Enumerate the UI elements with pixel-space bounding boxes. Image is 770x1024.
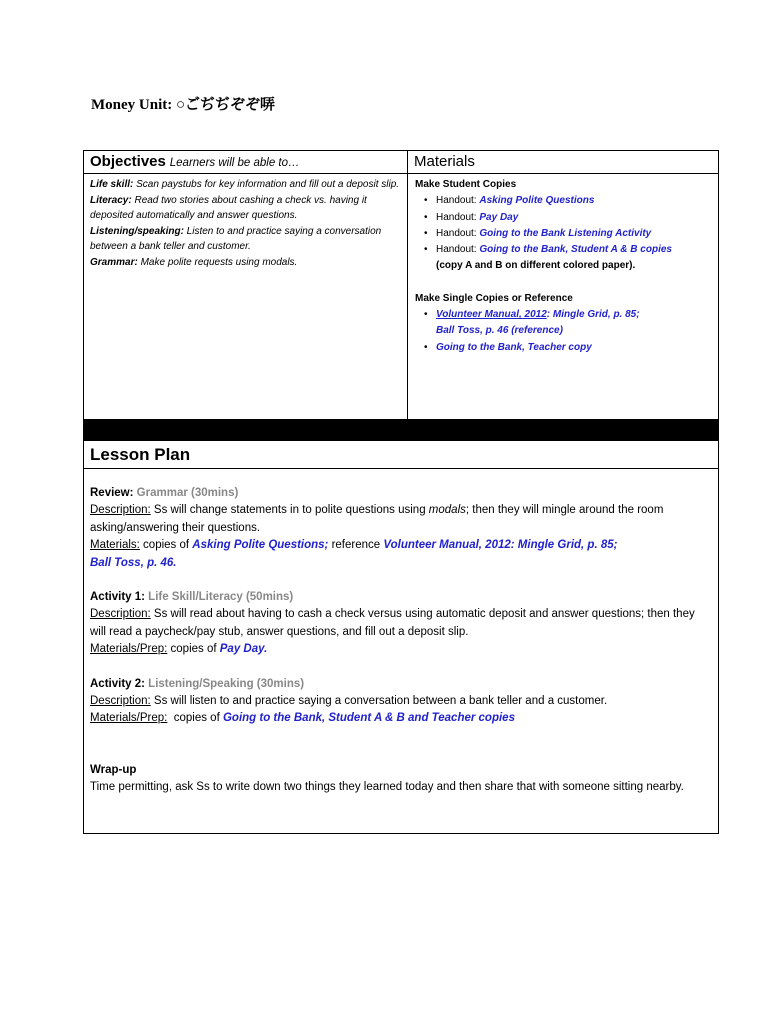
volunteer-manual-link[interactable]: Volunteer Manual, 2012 — [436, 309, 547, 321]
materials-text: copies of — [139, 539, 193, 552]
objectives-header — [84, 151, 408, 174]
review-materials — [90, 537, 710, 572]
objective-item — [90, 224, 402, 255]
activity2-label: Activity 2: — [90, 677, 145, 690]
materials-text: copies of — [167, 712, 223, 725]
description-text: ; then they will mingle around the room asking/answering their questions. — [90, 504, 664, 534]
objectives-list — [90, 177, 402, 271]
materials-list — [415, 177, 713, 356]
objective-text: Make polite requests using modals. — [137, 256, 298, 268]
column-divider — [407, 174, 408, 419]
review-heading — [90, 485, 710, 502]
activity2-materials — [90, 710, 710, 727]
ball-toss-link[interactable]: Ball Toss, p. 46. — [90, 556, 177, 569]
going-to-the-bank-link[interactable]: Going to the Bank, Student A & B and Teacher copies — [222, 712, 515, 725]
objective-label: Life skill: — [90, 179, 134, 190]
objective-label: Listening/speaking: — [90, 225, 184, 237]
mingle-grid-link[interactable]: : Mingle Grid, p. 85; — [546, 309, 640, 321]
objective-item — [90, 177, 402, 193]
materials-heading: Materials — [408, 151, 718, 174]
handout-link-asking-polite-questions[interactable]: Asking Polite Questions — [479, 195, 595, 207]
description-text: Ss will read about having to cash a check versus using automatic deposit and answer questions; then they will read a paycheck/pay stub, answer questions, and fill out a deposit slip. — [90, 608, 695, 638]
list-item — [415, 242, 713, 258]
materials-label: Materials/Prep: — [90, 643, 168, 656]
description-label: Description: — [90, 504, 151, 517]
description-text: Ss will listen to and practice saying a conversation between a bank teller and a customer. — [150, 695, 608, 708]
bullet-icon: • — [424, 195, 428, 207]
student-copies-heading: Make Student Copies — [415, 179, 517, 190]
objectives-subheading: Learners will be able to… — [169, 157, 300, 169]
single-copies-heading: Make Single Copies or Reference — [415, 292, 573, 304]
copy-note: (copy A and B on different colored paper). — [436, 260, 636, 272]
divider-band — [84, 419, 718, 441]
list-item — [415, 193, 713, 209]
handout-link-listening-activity[interactable]: Going to the Bank Listening Activity — [479, 227, 652, 239]
lesson-plan-heading: Lesson Plan — [84, 441, 718, 469]
materials-text: copies of — [167, 643, 220, 656]
teacher-copy-link[interactable]: Going to the Bank, Teacher copy — [436, 341, 592, 353]
description-label: Description: — [90, 608, 151, 621]
bullet-icon: • — [424, 227, 428, 239]
objective-label: Literacy: — [90, 194, 132, 206]
handout-prefix: Handout: — [436, 227, 480, 239]
list-item — [415, 307, 713, 340]
objective-item — [90, 193, 402, 224]
activity1-label: Activity 1: — [90, 591, 145, 604]
wrapup-label: Wrap-up — [90, 763, 137, 776]
list-item — [415, 210, 713, 226]
objective-text: Read two stories about cashing a check vs. having it deposited automatically and answer questions. — [90, 194, 367, 222]
list-item — [415, 258, 713, 274]
bullet-icon: • — [424, 309, 428, 321]
review-label: Review: — [90, 487, 134, 499]
activity2-subtitle: Listening/Speaking (30mins) — [148, 677, 305, 690]
review-subtitle: Grammar (30mins) — [136, 487, 239, 499]
description-emphasis: modals — [428, 504, 466, 517]
objective-item — [90, 255, 402, 271]
asking-polite-questions-link[interactable]: Asking Polite Questions; — [192, 539, 329, 552]
handout-prefix: Handout: — [436, 195, 480, 207]
ball-toss-link[interactable]: Ball Toss, p. 46 (reference) — [436, 325, 563, 337]
bullet-icon: • — [424, 244, 428, 256]
activity1-materials — [90, 641, 710, 658]
student-copies-list — [415, 193, 713, 274]
review-description — [90, 502, 710, 537]
lesson-plan-body — [90, 485, 710, 797]
activity1-subtitle: Life Skill/Literacy (50mins) — [148, 591, 294, 604]
volunteer-manual-mingle-link[interactable]: Volunteer Manual, 2012: Mingle Grid, p. 85; — [383, 539, 618, 552]
wrapup-text: Time permitting, ask Ss to write down two things they learned today and then share that with someone sitting nearby. — [90, 781, 684, 794]
activity2-description — [90, 693, 710, 710]
activity1-description — [90, 606, 710, 641]
handout-prefix: Handout: — [436, 244, 480, 256]
objectives-heading: Objectives — [90, 153, 166, 170]
bullet-icon: • — [424, 211, 428, 223]
activity1-heading — [90, 589, 710, 606]
page-title: Money Unit: ○ごぢぢぞぞ哢 — [91, 97, 276, 113]
bullet-icon: • — [424, 341, 428, 353]
description-label: Description: — [90, 695, 151, 708]
handout-prefix: Handout: — [436, 211, 480, 223]
single-copies-list — [415, 307, 713, 356]
objective-text: Scan paystubs for key information and fill out a deposit slip. — [133, 179, 400, 190]
handout-link-pay-day[interactable]: Pay Day — [479, 211, 519, 223]
objective-label: Grammar: — [90, 256, 138, 268]
materials-label: Materials: — [90, 539, 140, 552]
materials-label: Materials/Prep: — [90, 712, 168, 725]
materials-text: reference — [328, 539, 384, 552]
pay-day-link[interactable]: Pay Day. — [219, 643, 268, 656]
description-text: Ss will change statements in to polite questions using — [150, 504, 429, 517]
activity2-heading — [90, 676, 710, 693]
lesson-plan-table — [83, 150, 719, 834]
wrapup-heading — [90, 762, 710, 779]
list-item — [415, 340, 713, 356]
handout-link-student-copies[interactable]: Going to the Bank, Student A & B copies — [479, 244, 672, 256]
objective-text: Listen to and practice saying a conversation between a bank teller and customer. — [90, 225, 382, 253]
list-item — [415, 226, 713, 242]
